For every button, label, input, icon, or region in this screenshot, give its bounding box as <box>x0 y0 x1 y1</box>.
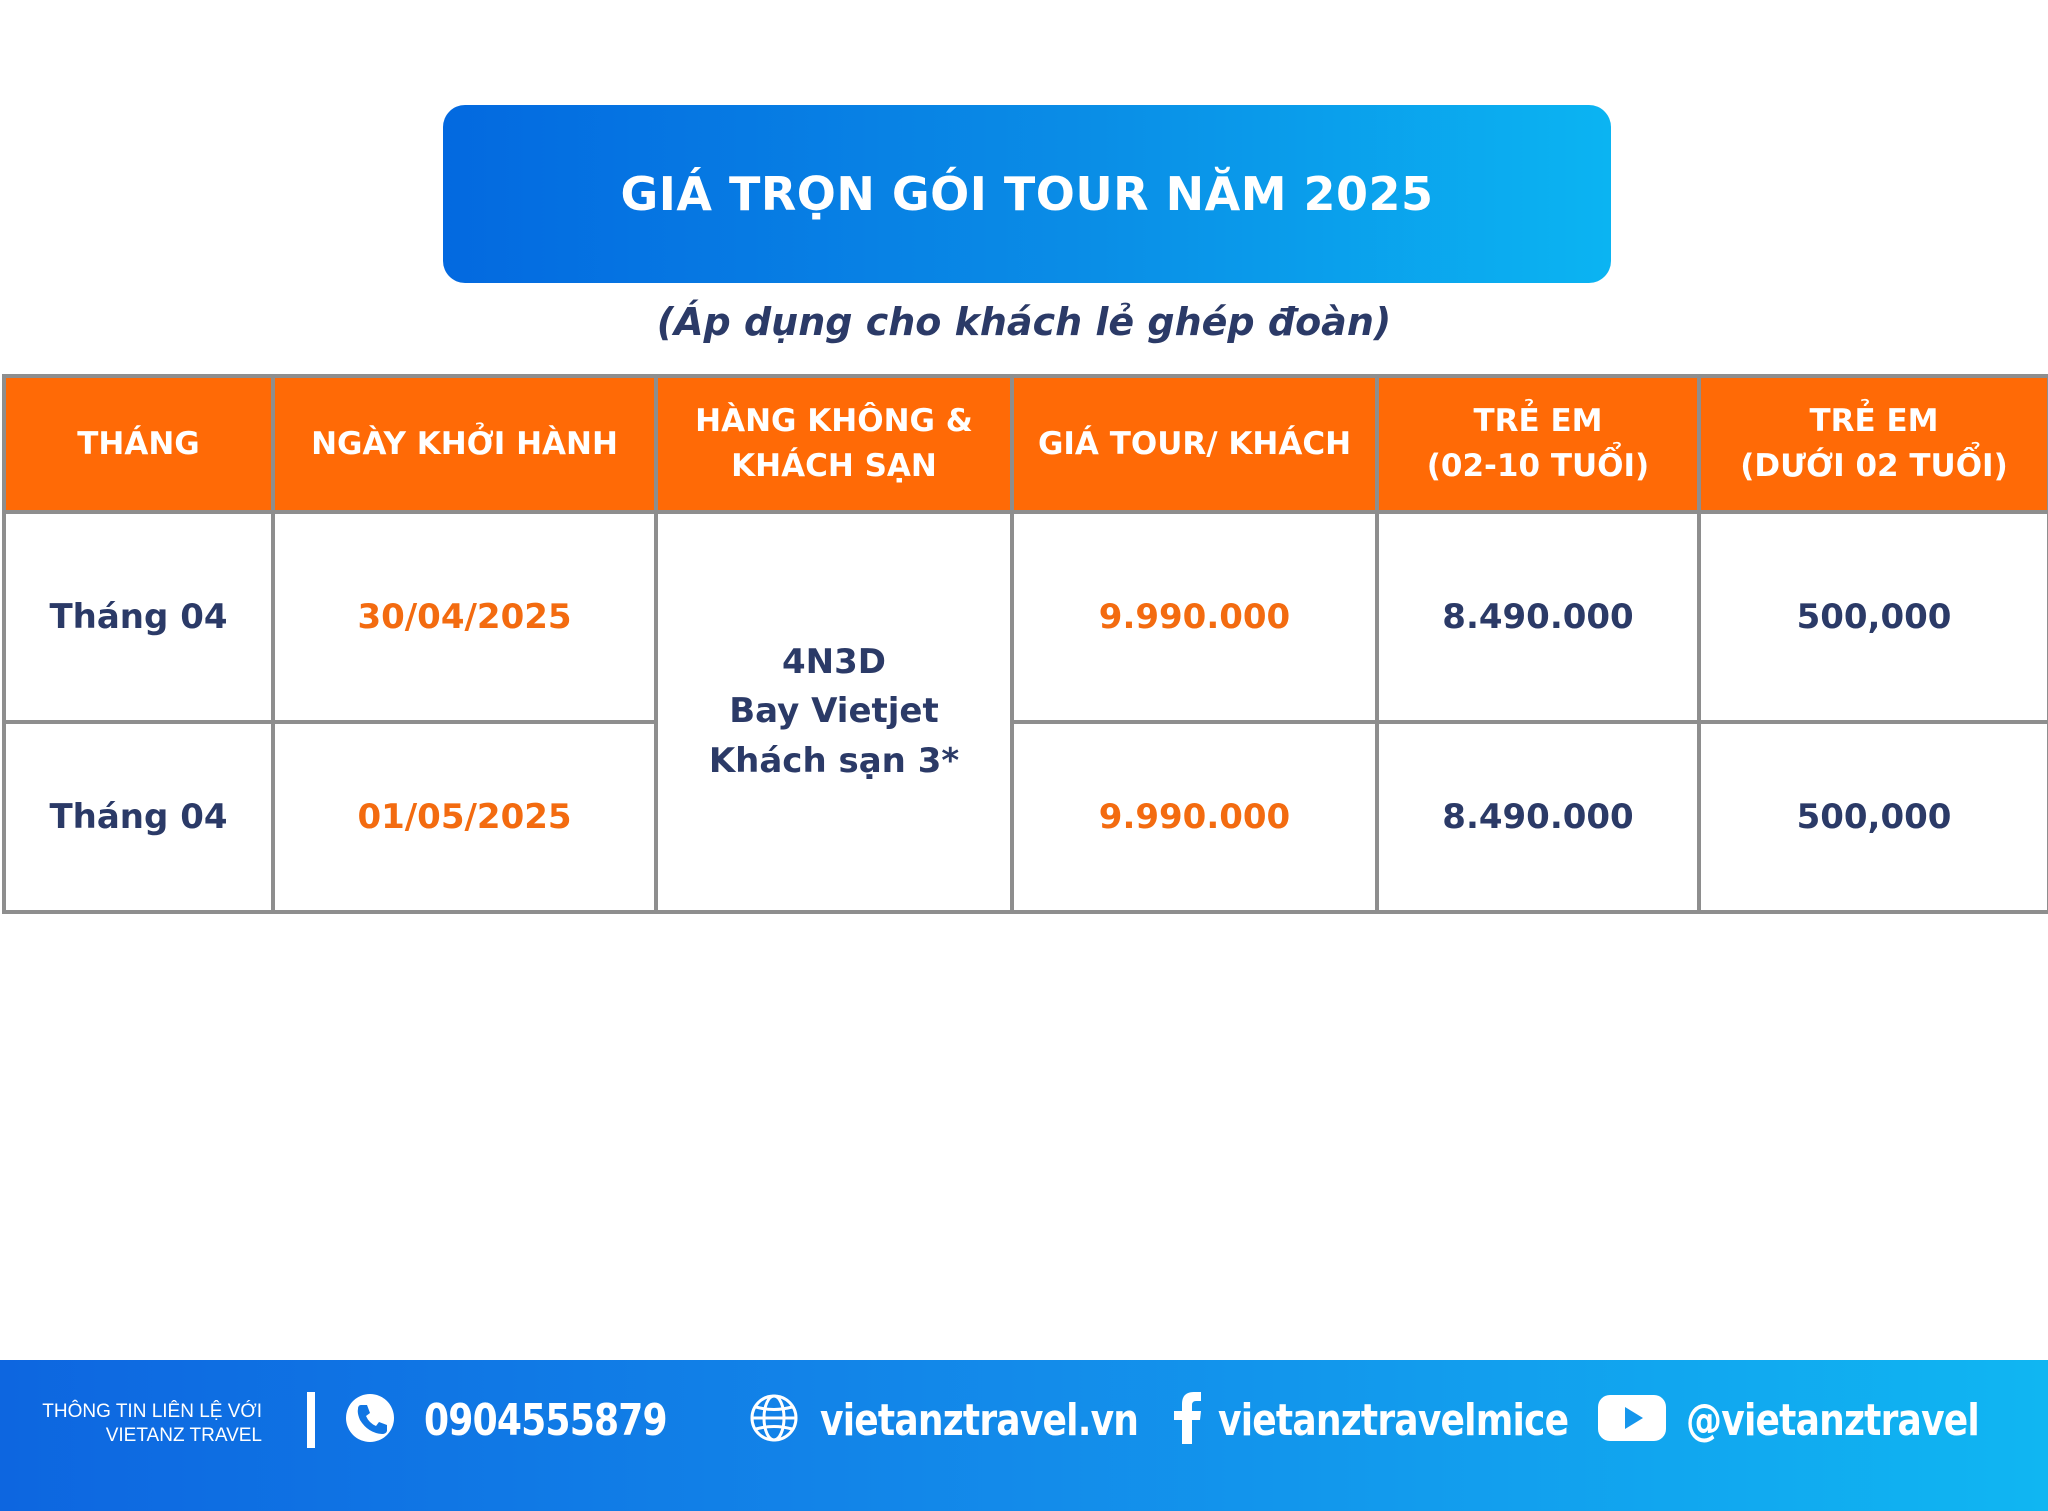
cell-infant-price: 500,000 <box>1699 512 2048 722</box>
header-infant <box>1699 376 2048 512</box>
cell-price: 9.990.000 <box>1012 512 1377 722</box>
phone-icon <box>344 1392 396 1449</box>
website-link[interactable] <box>748 1380 1208 1460</box>
cell-departure: 01/05/2025 <box>273 722 656 912</box>
facebook-handle: vietanztravelmice <box>1218 1394 1569 1446</box>
youtube-icon <box>1598 1393 1666 1448</box>
facebook-icon <box>1172 1392 1202 1449</box>
header-airline-line1: HÀNG KHÔNG & <box>695 403 973 440</box>
cell-package <box>656 512 1012 912</box>
cell-departure: 30/04/2025 <box>273 512 656 722</box>
table-header-row <box>4 376 2048 512</box>
phone-number: 0904555879 <box>424 1394 667 1446</box>
globe-icon <box>748 1392 800 1449</box>
cell-price: 9.990.000 <box>1012 722 1377 912</box>
page-subtitle: (Áp dụng cho khách lẻ ghép đoàn) <box>656 300 1392 344</box>
header-airline-hotel <box>656 376 1012 512</box>
contact-footer <box>0 1360 2048 1511</box>
package-line1: 4N3D <box>782 642 886 683</box>
header-month: THÁNG <box>4 376 273 512</box>
cell-infant-price: 500,000 <box>1699 722 2048 912</box>
cell-month: Tháng 04 <box>4 722 273 912</box>
header-infant-line1: TRẺ EM <box>1809 403 1939 440</box>
contact-label-line2: VIETANZ TRAVEL <box>105 1425 262 1446</box>
header-airline-line2: KHÁCH SẠN <box>731 448 937 484</box>
price-table <box>2 374 2048 914</box>
phone-contact[interactable] <box>344 1380 720 1460</box>
cell-child-price: 8.490.000 <box>1377 512 1699 722</box>
title-banner <box>443 105 1611 283</box>
contact-label-line1: THÔNG TIN LIÊN LỆ VỚI <box>42 1401 262 1422</box>
website-url: vietanztravel.vn <box>820 1394 1139 1446</box>
youtube-link[interactable] <box>1598 1380 2043 1460</box>
contact-label <box>30 1400 262 1448</box>
header-departure: NGÀY KHỞI HÀNH <box>273 376 656 512</box>
header-infant-line2: (DƯỚI 02 TUỔI) <box>1740 448 2008 484</box>
header-child-line2: (02-10 TUỔI) <box>1426 448 1650 484</box>
header-child <box>1377 376 1699 512</box>
package-line3: Khách sạn 3* <box>708 740 960 781</box>
cell-child-price: 8.490.000 <box>1377 722 1699 912</box>
cell-month: Tháng 04 <box>4 512 273 722</box>
table-row <box>4 722 2048 912</box>
youtube-handle: @vietanztravel <box>1686 1394 1979 1446</box>
footer-divider <box>307 1392 315 1448</box>
header-price: GIÁ TOUR/ KHÁCH <box>1012 376 1377 512</box>
package-line2: Bay Vietjet <box>729 691 939 732</box>
table-row <box>4 512 2048 722</box>
facebook-link[interactable] <box>1172 1380 1645 1460</box>
page-title: GIÁ TRỌN GÓI TOUR NĂM 2025 <box>620 167 1434 221</box>
header-child-line1: TRẺ EM <box>1473 403 1603 440</box>
